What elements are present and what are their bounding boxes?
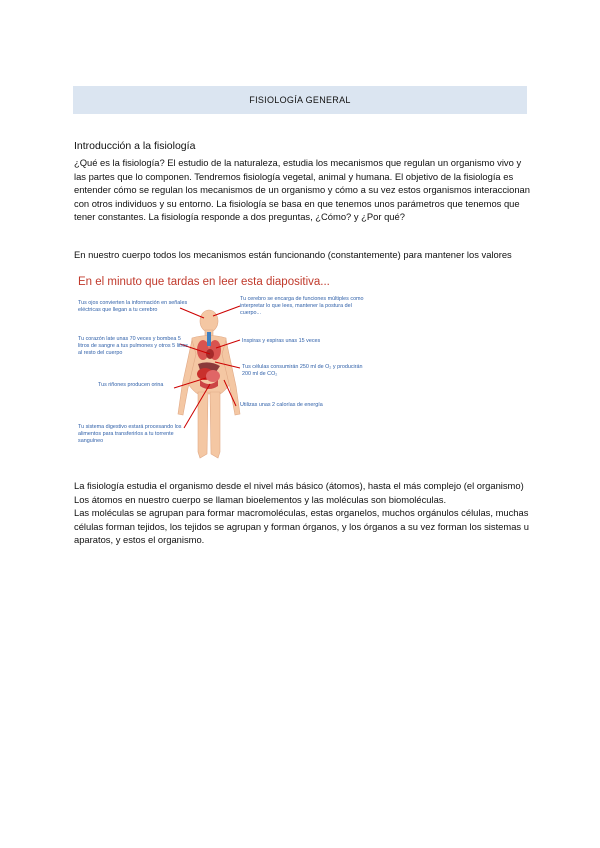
figure-callout-breathing: Inspiras y espiras unas 15 veces: [242, 338, 321, 344]
physiology-figure: [74, 276, 374, 466]
figure-callout-kidneys: Tus riñones producen orina: [98, 382, 164, 388]
mechanisms-paragraph: En nuestro cuerpo todos los mecanismos están funcionando (constantemente) para mantener los valores: [74, 249, 512, 260]
figure-title: En el minuto que tardas en leer esta diapositiva...: [78, 276, 330, 288]
figure-callout-brain: Tu cerebro se encarga de funciones múltiples como interpretar lo que lees, mantener la postura del cuerpo...: [240, 296, 364, 316]
intro-paragraph: ¿Qué es la fisiología? El estudio de la naturaleza, estudia los mecanismos que regulan un organismo vivo y las partes que lo componen. Tendremos fisiología vegetal, animal y humana. El objetivo de la fisiología es entender cómo se regulan los mecanismos de un organismo y cómo a su vez estos organismos interaccionan con otros individuos y su entorno. La fisiología se basa en que tenemos unos parámetros que tenemos que tener constantes. La fisiología responde a dos preguntas, ¿Cómo? y ¿Por qué?: [74, 157, 530, 222]
document-title: FISIOLOGÍA GENERAL: [249, 95, 351, 105]
figure-callout-energy: Utilizas unas 2 calorías de energía: [240, 402, 323, 408]
figure-callout-digestive: Tu sistema digestivo estará procesando los alimentos para transferirlos a tu torrente sanguíneo: [78, 424, 182, 444]
levels-section: [74, 479, 534, 547]
levels-paragraph-1: La fisiología estudia el organismo desde el nivel más básico (átomos), hasta el más complejo (el organismo): [74, 480, 524, 491]
figure-callout-cells: Tus células consumirán 250 ml de O₂ y producirán 200 ml de CO₂: [242, 364, 363, 377]
levels-paragraph-3: Las moléculas se agrupan para formar macromoléculas, estas organelos, muchos orgánulos células, muchas células forman tejidos, los tejidos se agrupan y forman órganos, y los órganos a su vez forman los sistemas u aparatos, y estos el organismo.: [74, 507, 529, 545]
levels-paragraph-2: Los átomos en nuestro cuerpo se llaman bioelementos y las moléculas son biomoléculas.: [74, 493, 447, 505]
figure-callout-eyes: Tus ojos convierten la información en señales eléctricas que llegan a tu cerebro: [78, 300, 188, 313]
intro-heading: Introducción a la fisiología: [74, 140, 196, 152]
document-title-bar: [73, 86, 527, 114]
figure-callout-heart: Tu corazón late unas 70 veces y bombea 5 litros de sangre a tus pulmones y otros 5 litros al resto del cuerpo: [78, 336, 188, 356]
